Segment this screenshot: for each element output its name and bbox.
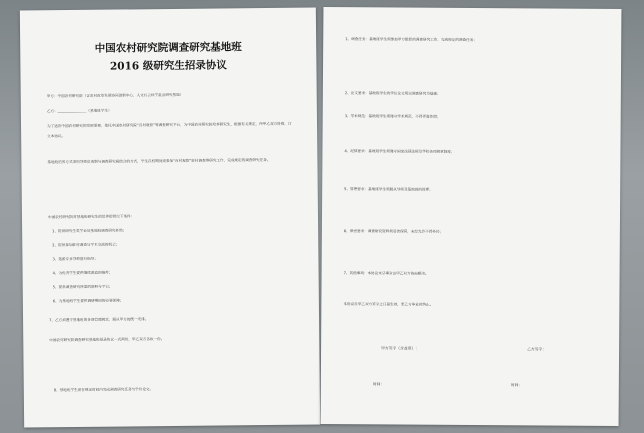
training-paragraph: 基地班培养方式采用导师负责制与调查研究相结合的方式，学生在校期间须参加“百村观察”驻村调查等研究工作，完成规定的调查研究任务。 [47, 157, 271, 165]
duty-item: 5、管理要求：基地班学生须服从导师及基地班的管理； [344, 187, 433, 192]
party-b-line: 乙方：________________（基地班学生） [46, 108, 112, 114]
party-a-date-label: 时间： [372, 381, 385, 387]
party-a-signature-label: 甲方签字（含盖章）： [381, 345, 420, 351]
agreement-page-1 [20, 7, 320, 427]
condition-item: 4、为优秀学生提供继续深造的推荐； [52, 270, 113, 276]
party-a-line: 甲方：中国农村研究院（含农村改革发展协同创新中心、人文社会科学重点研究基地） [46, 92, 184, 99]
condition-item: 5、提供调查研究所需的资料与平台； [52, 284, 113, 290]
duty-item: 4、纪律要求：基地班学生须遵守国家法律法规及学校各项规章制度； [344, 149, 455, 154]
agreement-page-2 [321, 7, 622, 426]
effective-note: 本协议自甲乙双方签字之日起生效，至乙方毕业时终止。 [343, 302, 434, 307]
copies-paragraph: 中国农村研究院调查研究基地班招录协议一式两份，甲乙双方各执一份。 [49, 337, 165, 343]
condition-item: 6、为基地班学生提供调研期间的必要保障； [52, 298, 124, 304]
intro-paragraph: 为了适应中国农村研究的发展需要，依托中国农村研究院“百村观察”等调查研究平台，为中国农村研究院培养研究生，根据有关规定，经甲乙双方协商，订立本协议。 [47, 121, 292, 138]
duty-item: 7、其他事项：本协议未尽事宜由甲乙双方协商解决。 [343, 271, 429, 276]
duty-item: 6、保密要求：调查研究资料须妥善保管，未经允许不得外传； [343, 229, 444, 234]
party-b-date-label: 时间： [510, 382, 523, 388]
duty-item: 3、学术规范：基地班学生须遵守学术规范，不得弄虚作假； [344, 114, 441, 119]
document-title: 中国农村研究院调查研究基地班 [94, 41, 242, 55]
conditions-intro: 中国农村研究院对基地班研究生的培养提供以下条件： [47, 214, 135, 220]
obligation-paragraph: 7、乙方须遵守基地班的各项管理规定，服从甲方的统一安排。 [49, 317, 149, 323]
final-item: 8、基地班学生须在规定时间内完成调查研究任务与学位论文。 [53, 387, 154, 393]
document-subtitle: 2016 级研究生招录协议 [109, 59, 227, 73]
condition-item: 3、选派专业导师进行指导； [52, 256, 98, 262]
party-b-signature-label: 乙方签字： [527, 346, 547, 352]
duty-item: 2、论文要求：基地班学生的学位论文须以调查研究为基础； [344, 91, 441, 96]
condition-item: 1、提供研究生奖学金及基地班调查研究补助； [52, 228, 127, 234]
duty-item: 1、调查任务：基地班学生须参加甲方组织的调查研究工作，完成规定的调查任务； [345, 37, 477, 43]
condition-item: 2、提供参加驻村调查与学术交流的机会； [52, 242, 120, 248]
